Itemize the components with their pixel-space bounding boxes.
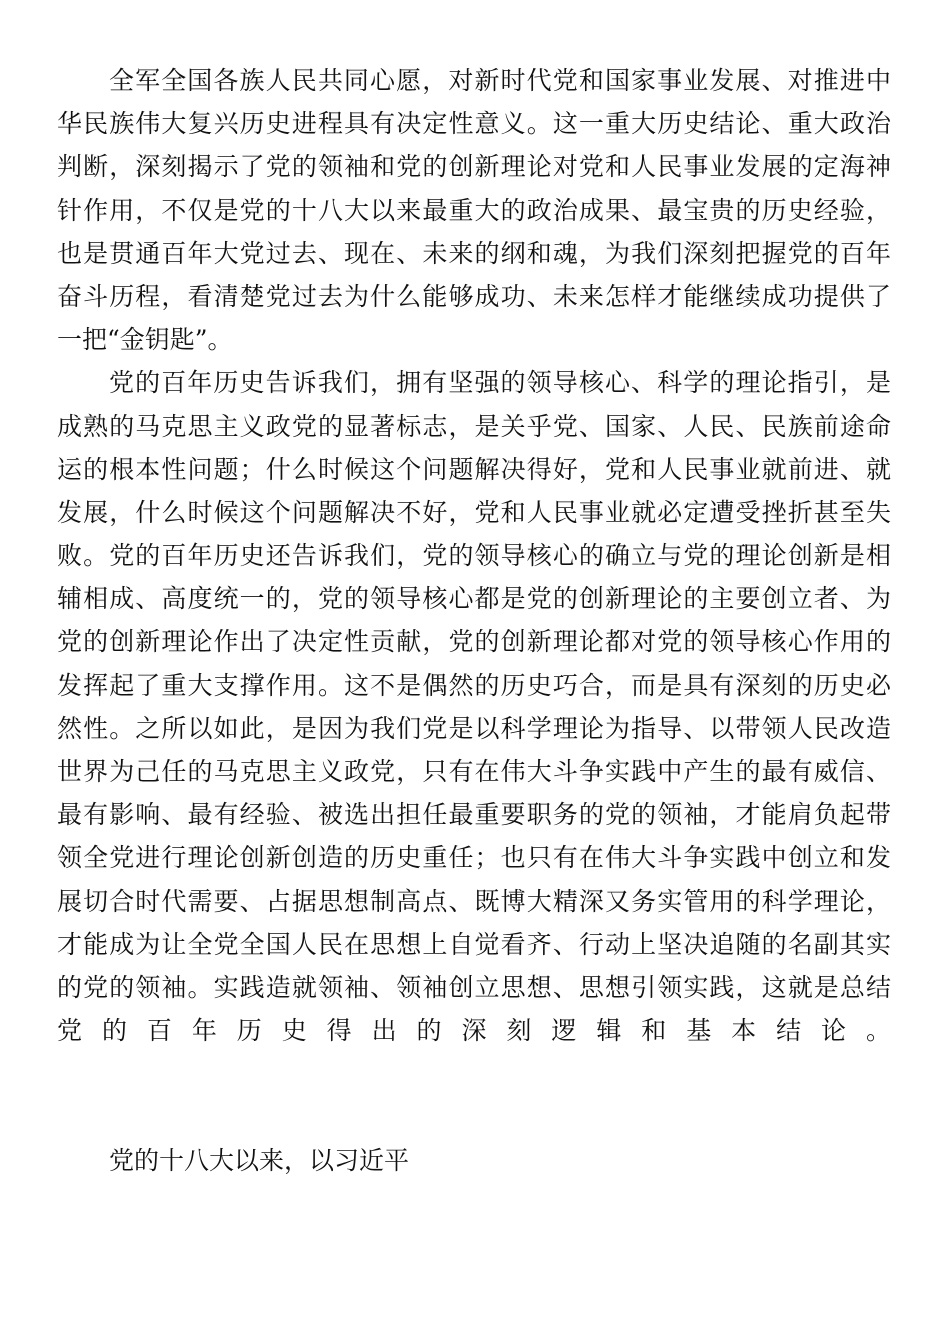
text-line: 也是贯通百年大党过去、现在、未来的纲和魂，为我们深刻把握党的百年	[57, 238, 891, 268]
document-page	[57, 59, 891, 1182]
text-line: 判断，深刻揭示了党的领袖和党的创新理论对党和人民事业发展的定海神	[57, 152, 891, 182]
text-line	[57, 1096, 891, 1139]
text-line	[57, 1052, 891, 1095]
paragraph-2	[57, 361, 891, 1138]
text-line: 才能成为让全党全国人民在思想上自觉看齐、行动上坚决追随的名副其实	[57, 929, 891, 959]
text-line: 党的十八大以来，以习近平	[109, 1145, 410, 1175]
text-line: 成熟的马克思主义政党的显著标志，是关乎党、国家、人民、民族前途命	[57, 411, 891, 441]
text-line: 世界为己任的马克思主义政党，只有在伟大斗争实践中产生的最有威信、	[57, 757, 891, 786]
text-line: 展切合时代需要、占据思想制高点、既博大精深又务实管用的科学理论，	[57, 886, 891, 916]
text-line: 党的百年历史得出的深刻逻辑和基本结论。	[57, 1016, 891, 1046]
paragraph-1	[57, 59, 891, 361]
text-line: 辅相成、高度统一的，党的领导核心都是党的创新理论的主要创立者、为	[57, 584, 891, 614]
text-line: 一把“金钥匙”。	[57, 325, 233, 355]
text-line: 华民族伟大复兴历史进程具有决定性意义。这一重大历史结论、重大政治	[57, 109, 891, 139]
text-line: 奋斗历程，看清楚党过去为什么能够成功、未来怎样才能继续成功提供了	[57, 281, 891, 311]
text-line: 最有影响、最有经验、被选出担任最重要职务的党的领袖，才能肩负起带	[57, 800, 891, 830]
paragraph-3	[57, 1139, 891, 1182]
text-line: 发展，什么时候这个问题解决不好，党和人民事业就必定遭受挫折甚至失	[57, 497, 891, 527]
text-line: 党的创新理论作出了决定性贡献，党的创新理论都对党的领导核心作用的	[57, 627, 891, 657]
text-line: 全军全国各族人民共同心愿，对新时代党和国家事业发展、对推进中	[109, 66, 891, 95]
text-line: 败。党的百年历史还告诉我们，党的领导核心的确立与党的理论创新是相	[57, 541, 891, 571]
text-line: 领全党进行理论创新创造的历史重任；也只有在伟大斗争实践中创立和发	[57, 843, 891, 873]
text-line: 发挥起了重大支撑作用。这不是偶然的历史巧合，而是具有深刻的历史必	[57, 670, 891, 700]
text-line: 针作用，不仅是党的十八大以来最重大的政治成果、最宝贵的历史经验，	[57, 195, 891, 225]
text-line: 党的百年历史告诉我们，拥有坚强的领导核心、科学的理论指引，是	[109, 368, 891, 398]
text-line: 的党的领袖。实践造就领袖、领袖创立思想、思想引领实践，这就是总结	[57, 972, 891, 1002]
text-line: 然性。之所以如此，是因为我们党是以科学理论为指导、以带领人民改造	[57, 713, 891, 743]
text-line: 运的根本性问题；什么时候这个问题解决得好，党和人民事业就前进、就	[57, 454, 891, 484]
